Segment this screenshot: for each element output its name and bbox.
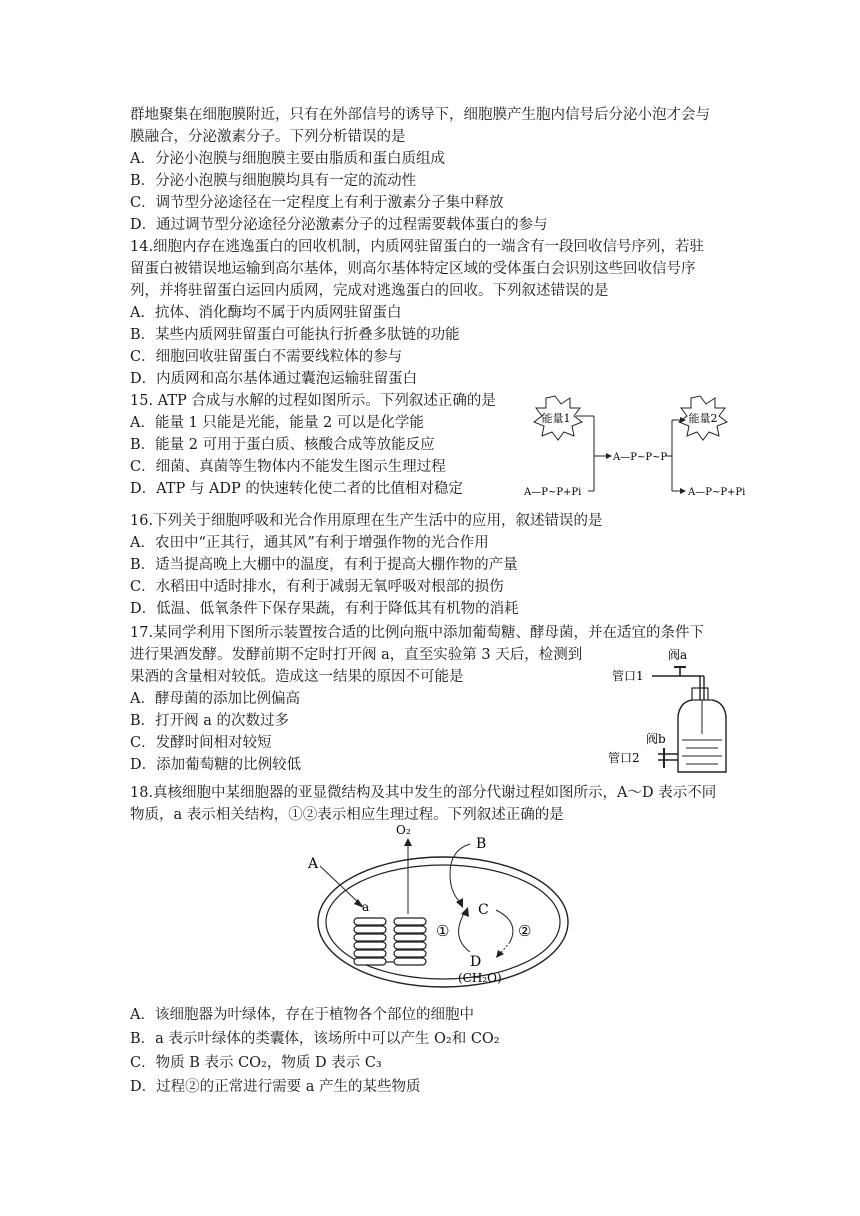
process-1-label: ① xyxy=(436,922,450,940)
q15-option-b: B．能量 2 可用于蛋白质、核酸合成等放能反应 xyxy=(130,437,435,453)
q16-option-d: D．低温、低氧条件下保存果蔬，有利于降低其有机物的消耗 xyxy=(130,601,519,617)
label-B: B xyxy=(476,836,487,852)
q18-stem-line1: 18.真核细胞中某细胞器的亚显微结构及其中发生的部分代谢过程如图所示，A～D 表示不同 xyxy=(130,785,717,801)
tube2-label: 管口2 xyxy=(608,751,640,765)
valve-a-label: 阀a xyxy=(668,648,688,662)
q15-option-c: C．细菌、真菌等生物体内不能发生图示生理过程 xyxy=(130,459,446,475)
energy2-label: 能量2 xyxy=(688,412,718,425)
thylakoid-stack-right xyxy=(394,918,426,965)
q14-option-c: C．细胞回收驻留蛋白不需要线粒体的参与 xyxy=(130,349,403,365)
q15-stem: 15. ATP 合成与水解的过程如图所示。下列叙述正确的是 xyxy=(130,393,496,409)
fermentation-apparatus-diagram xyxy=(608,642,748,777)
q17-option-b: B．打开阀 a 的次数过多 xyxy=(130,713,290,729)
q16-option-a: A．农田中“正其行，通其风”有利于增强作物的光合作用 xyxy=(130,535,489,551)
q14-stem-line3: 列，并将驻留蛋白运回内质网，完成对逃逸蛋白的回收。下列叙述错误的是 xyxy=(130,283,609,299)
q13-option-b: B．分泌小泡膜与细胞膜均具有一定的流动性 xyxy=(130,173,417,189)
tube1-label: 管口1 xyxy=(612,669,644,683)
q14-option-a: A．抗体、消化酶均不属于内质网驻留蛋白 xyxy=(130,305,402,321)
label-C: C xyxy=(478,902,489,918)
label-CH2O: (CH₂O) xyxy=(458,971,502,985)
q16-stem: 16.下列关于细胞呼吸和光合作用原理在生产生活中的应用，叙述错误的是 xyxy=(130,513,603,529)
q13-stem-line2: 膜融合，分泌激素分子。下列分析错误的是 xyxy=(130,129,406,145)
label-A: A xyxy=(308,856,319,872)
q14-stem-line1: 14.细胞内存在逃逸蛋白的回收机制，内质网驻留蛋白的一端含有一段回收信号序列，若驻 xyxy=(130,239,705,255)
energy1-label: 能量1 xyxy=(541,412,571,425)
q13-option-d: D．通过调节型分泌途径分泌激素分子的过程需要载体蛋白的参与 xyxy=(130,217,548,233)
q15-option-a: A．能量 1 只能是光能，能量 2 可以是化学能 xyxy=(130,415,424,431)
adp-right-label: A—P~P+Pi xyxy=(688,487,746,498)
q15-option-d: D．ATP 与 ADP 的快速转化使二者的比值相对稳定 xyxy=(130,481,463,497)
q18-option-b: B．a 表示叶绿体的类囊体，该场所中可以产生 O₂和 CO₂ xyxy=(130,1031,500,1047)
q17-option-c: C．发酵时间相对较短 xyxy=(130,735,272,751)
q17-stem-line3: 果酒的含量相对较低。造成这一结果的原因不可能是 xyxy=(130,669,464,685)
q17-stem-line2: 进行果酒发酵。发酵前期不定时打开阀 a，直至实验第 3 天后，检测到 xyxy=(130,647,583,663)
q18-stem-line2: 物质，a 表示相关结构，①②表示相应生理过程。下列叙述正确的是 xyxy=(130,807,564,823)
atp-label: A—P~P~P xyxy=(613,452,668,463)
q13-option-a: A．分泌小泡膜与细胞膜主要由脂质和蛋白质组成 xyxy=(130,151,445,167)
label-O2: O₂ xyxy=(396,823,411,837)
q13-stem-line1: 群地聚集在细胞膜附近，只有在外部信号的诱导下，细胞膜产生胞内信号后分泌小泡才会与 xyxy=(130,107,710,123)
label-D: D xyxy=(470,954,482,970)
q14-stem-line2: 留蛋白被错误地运输到高尔基体，则高尔基体特定区域的受体蛋白会识别这些回收信号序 xyxy=(130,261,696,277)
q17-option-a: A．酵母菌的添加比例偏高 xyxy=(130,691,300,707)
q17-option-d: D．添加葡萄糖的比例较低 xyxy=(130,757,302,773)
adp-left-label: A—P~P+Pi xyxy=(524,487,582,498)
q14-option-b: B．某些内质网驻留蛋白可能执行折叠多肽链的功能 xyxy=(130,327,460,343)
q18-option-c: C．物质 B 表示 CO₂，物质 D 表示 C₃ xyxy=(130,1055,382,1071)
chloroplast-diagram xyxy=(300,822,590,992)
q18-option-a: A．该细胞器为叶绿体，存在于植物各个部位的细胞中 xyxy=(130,1007,474,1023)
q13-option-c: C．调节型分泌途径在一定程度上有利于激素分子集中释放 xyxy=(130,195,504,211)
valve-b-label: 阀b xyxy=(646,732,666,746)
q16-option-b: B．适当提高晚上大棚中的温度，有利于提高大棚作物的产量 xyxy=(130,557,518,573)
q18-option-d: D．过程②的正常进行需要 a 产生的某些物质 xyxy=(130,1079,421,1095)
atp-cycle-diagram xyxy=(520,388,760,503)
q17-stem-line1: 17.某同学利用下图所示装置按合适的比例向瓶中添加葡萄糖、酵母菌，并在适宜的条件下 xyxy=(130,625,705,641)
q16-option-c: C．水稻田中适时排水，有利于减弱无氧呼吸对根部的损伤 xyxy=(130,579,504,595)
q14-option-d: D．内质网和高尔基体通过囊泡运输驻留蛋白 xyxy=(130,371,418,387)
label-a: a xyxy=(362,900,370,914)
thylakoid-stack-left xyxy=(354,918,386,965)
process-2-label: ② xyxy=(518,922,532,940)
